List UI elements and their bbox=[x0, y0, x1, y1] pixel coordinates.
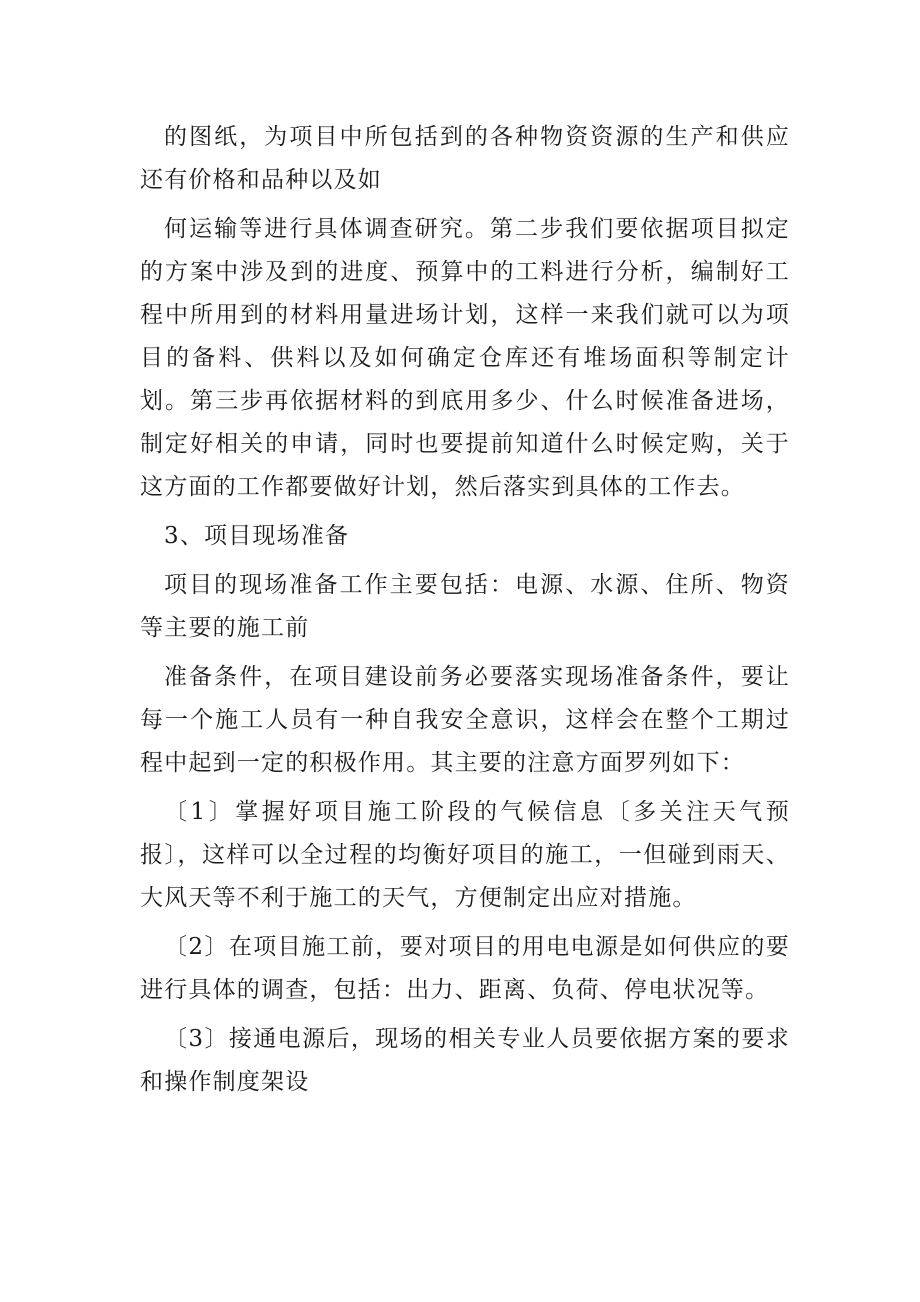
paragraph-materials-survey: 的图纸，为项目中所包括到的各种物资资源的生产和供应还有价格和品种以及如 bbox=[140, 124, 790, 193]
section-heading: 3、项目现场准备 bbox=[164, 523, 350, 549]
paragraph-site-prep-conditions: 准备条件，在项目建设前务必要落实现场准备条件，要让每一个施工人员有一种自我安全意识，这样会在整个工期过程中起到一定的积极作用。其主要的注意方面罗列如下： bbox=[140, 664, 790, 776]
paragraph-site-prep-intro: 项目的现场准备工作主要包括：电源、水源、住所、物资等主要的施工前 bbox=[140, 572, 790, 641]
paragraph-materials-plan: 何运输等进行具体调查研究。第二步我们要依据项目拟定的方案中涉及到的进度、预算中的工料进行分析，编制好工程中所用到的材料用量进场计划，这样一来我们就可以为项目的备料、供料以及如何确定仓库还有堆场面积等制定计划。第三步再依据材料的到底用多少、什么时候准备进场，制定好相关的申请，同时也要提前知道什么时候定购，关于这方面的工作都要做好计划，然后落实到具体的工作去。 bbox=[140, 216, 790, 500]
list-item-1: 〔1〕掌握好项目施工阶段的气候信息〔多关注天气预报〕，这样可以全过程的均衡好项目的施工，一但碰到雨天、大风天等不利于施工的天气，方便制定出应对措施。 bbox=[140, 799, 790, 911]
list-item-3: 〔3〕接通电源后，现场的相关专业人员要依据方案的要求和操作制度架设 bbox=[140, 1026, 790, 1095]
document-body bbox=[140, 116, 790, 1110]
list-item-2: 〔2〕在项目施工前，要对项目的用电电源是如何供应的要进行具体的调查，包括：出力、距离、负荷、停电状况等。 bbox=[140, 934, 790, 1003]
